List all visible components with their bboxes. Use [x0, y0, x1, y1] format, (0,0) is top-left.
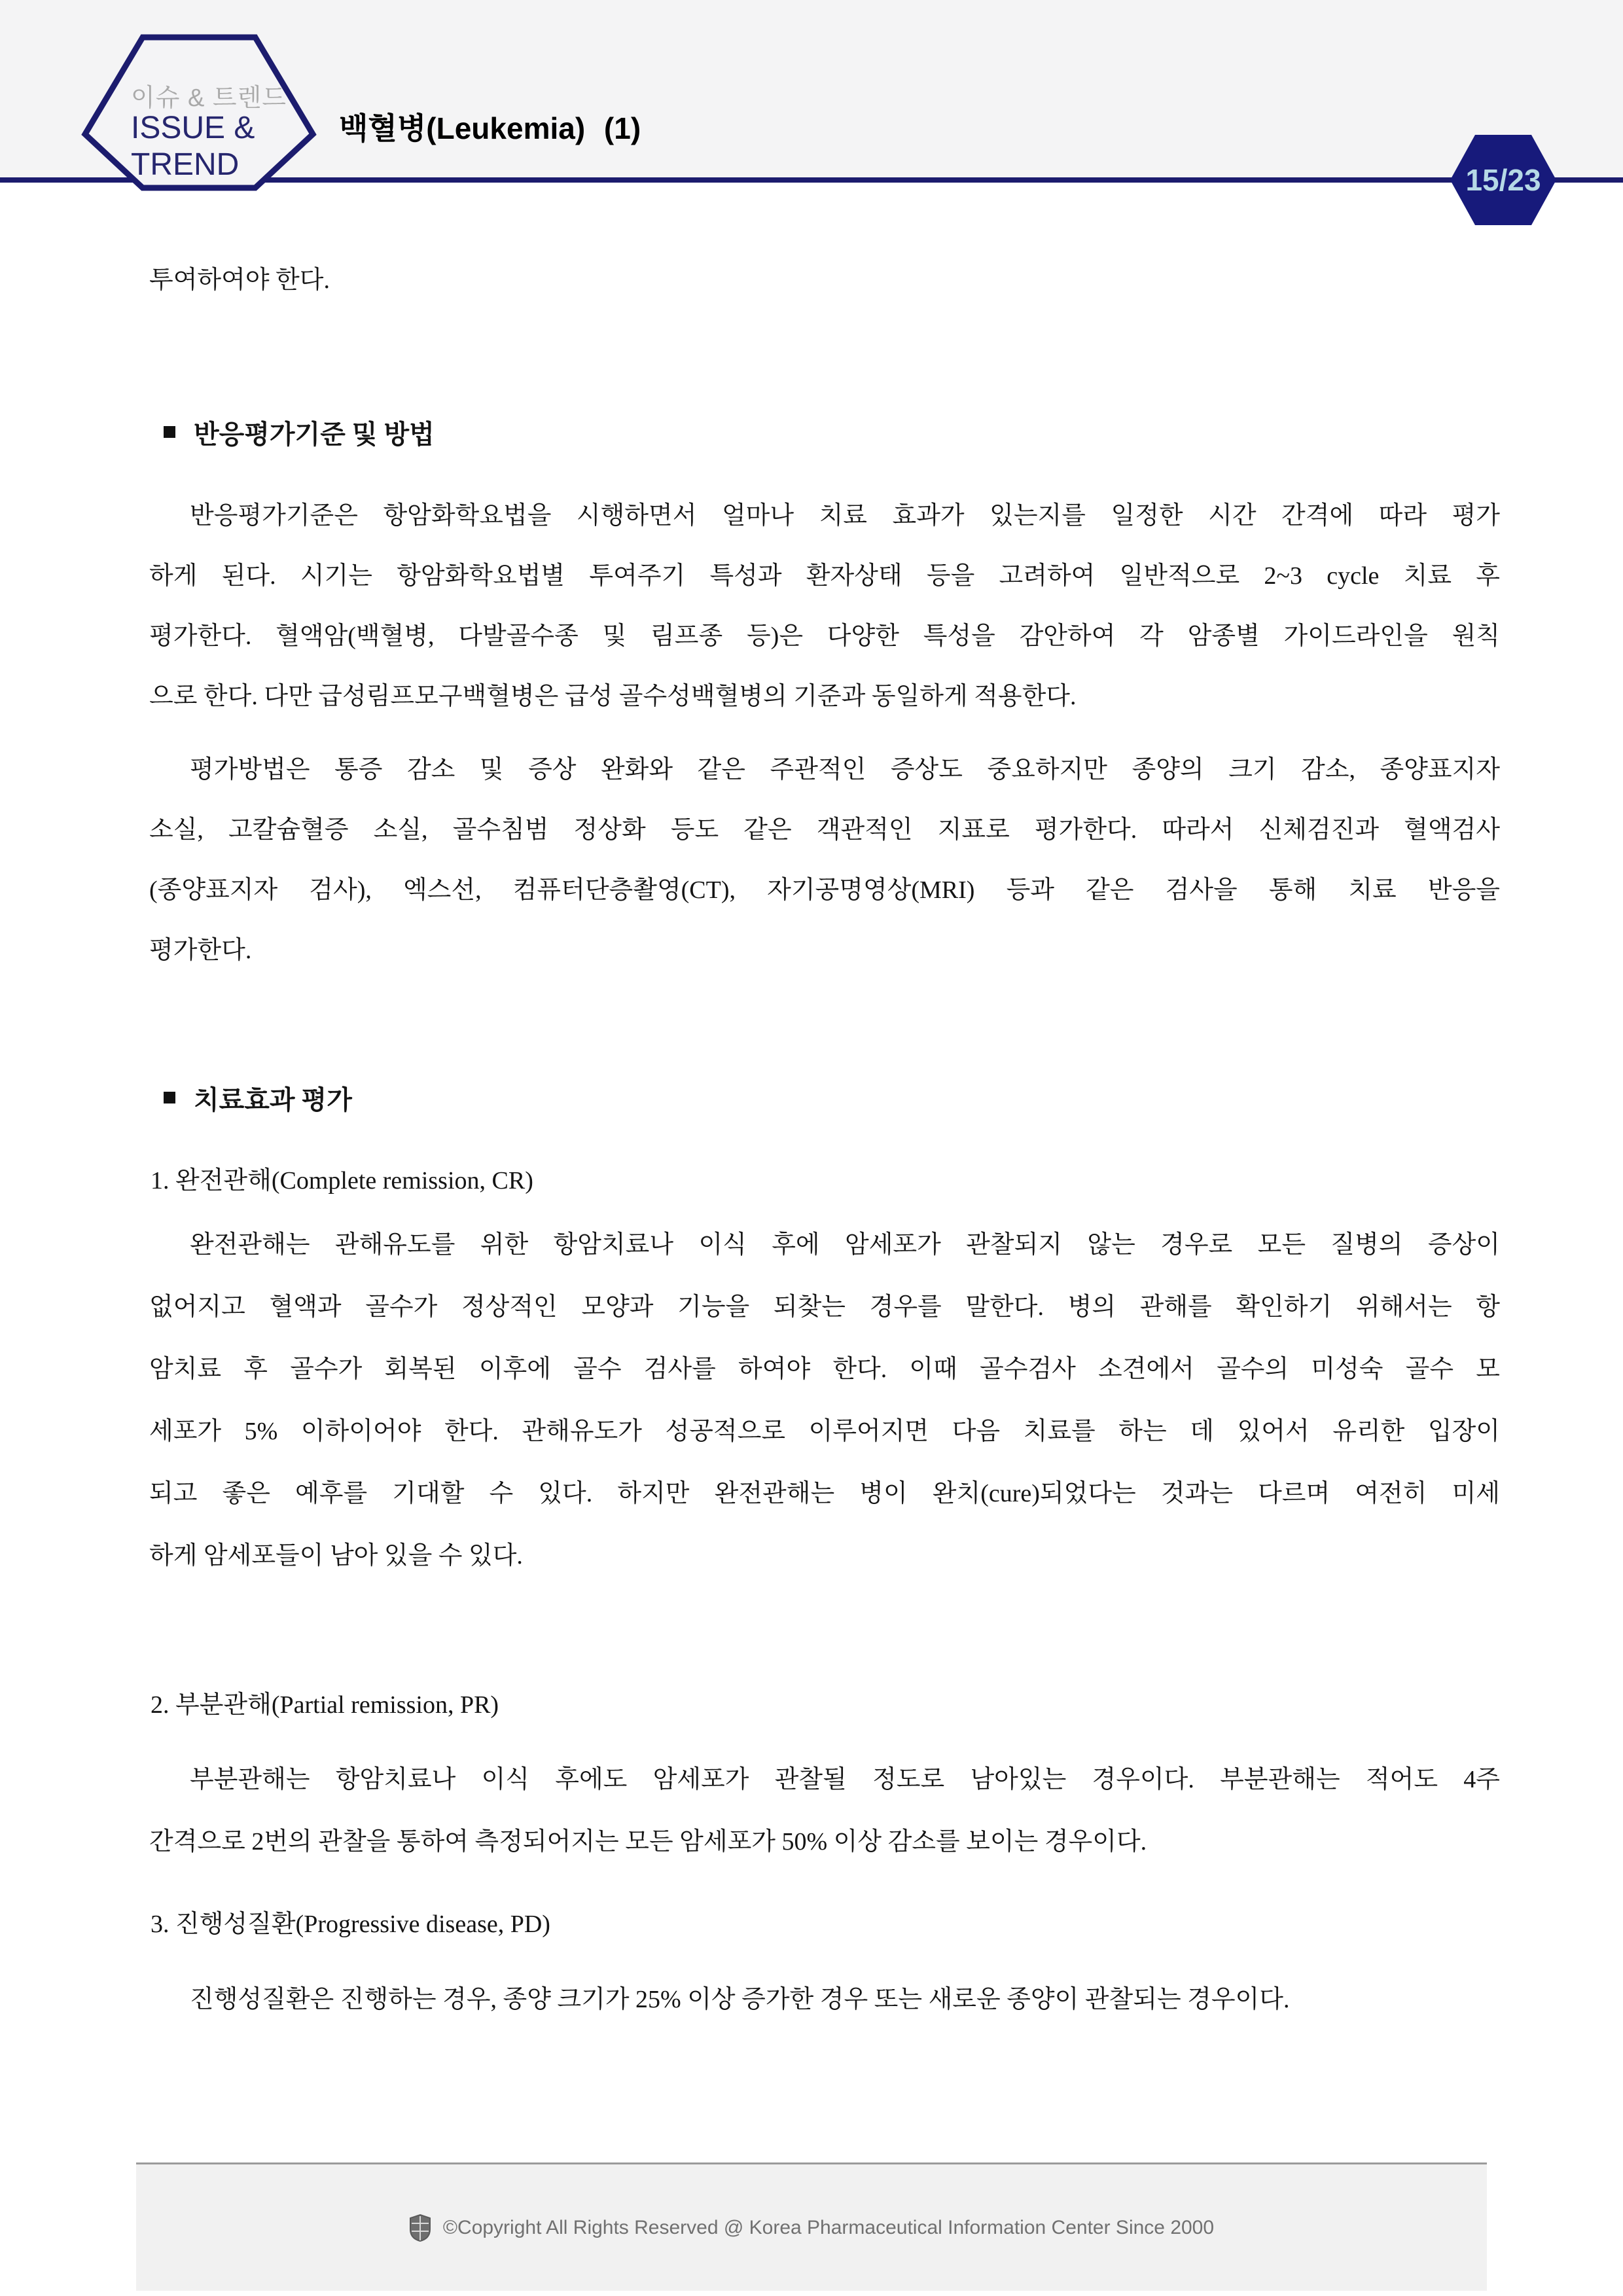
paragraph-line: 평가한다.	[149, 937, 252, 964]
page-number-text: 15/23	[1465, 163, 1541, 197]
square-bullet-icon	[164, 1092, 175, 1103]
subheading-partial-remission: 2. 부분관해(Partial remission, PR)	[151, 1691, 499, 1719]
paragraph-line: 없어지고 혈액과 골수가 정상적인 모양과 기능을 되찾는 경우를 말한다. 병의 관해를 확인하기 위해서는 항	[149, 1293, 1500, 1321]
paragraph-line: 평가방법은 통증 감소 및 증상 완화와 같은 주관적인 증상도 중요하지만 종양의 크기 감소, 종양표지자	[190, 756, 1500, 783]
subheading-progressive-disease: 3. 진행성질환(Progressive disease, PD)	[151, 1910, 550, 1938]
paragraph-line: (종양표지자 검사), 엑스선, 컴퓨터단층촬영(CT), 자기공명영상(MRI) 등과 같은 검사을 통해 치료 반응을	[149, 876, 1500, 904]
section-heading-response-criteria: 반응평가기준 및 방법	[164, 419, 435, 450]
intro-line: 투여하여야 한다.	[149, 266, 330, 294]
paragraph-line: 부분관해는 항암치료나 이식 후에도 암세포가 관찰될 정도로 남아있는 경우이다. 부분관해는 적어도 4주	[190, 1766, 1500, 1793]
body-paragraph	[149, 1749, 1500, 1873]
paragraph-line: 평가한다. 혈액암(백혈병, 다발골수종 및 림프종 등)은 다양한 특성을 감안하여 각 암종별 가이드라인을 원칙	[149, 622, 1500, 650]
paragraph-line: 되고 좋은 예후를 기대할 수 있다. 하지만 완전관해는 병이 완치(cure)되었다는 것과는 다르며 여전히 미세	[149, 1480, 1500, 1507]
page-title: 백혈병(Leukemia) (1)	[339, 111, 641, 145]
footer	[136, 2162, 1487, 2291]
body-paragraph	[149, 1214, 1500, 1587]
paragraph-line: 세포가 5% 이하이어야 한다. 관해유도가 성공적으로 이루어지면 다음 치료를 하는 데 있어서 유리한 입장이	[149, 1418, 1500, 1445]
paragraph-line: 하게 된다. 시기는 항암화학요법별 투여주기 특성과 환자상태 등을 고려하여 일반적으로 2~3 cycle 치료 후	[149, 562, 1500, 590]
subheading-complete-remission: 1. 완전관해(Complete remission, CR)	[151, 1167, 533, 1194]
paragraph-line: 완전관해는 관해유도를 위한 항암치료나 이식 후에 암세포가 관찰되지 않는 경우로 모든 질병의 증상이	[190, 1231, 1500, 1259]
logo-issue-line: ISSUE &	[131, 111, 255, 145]
section-heading-treatment-evaluation: 치료효과 평가	[164, 1085, 352, 1116]
body-paragraph	[149, 740, 1500, 980]
paragraph-line: 진행성질환은 진행하는 경우, 종양 크기가 25% 이상 증가한 경우 또는 새로운 종양이 관찰되는 경우이다.	[190, 1986, 1290, 2013]
paragraph-line: 소실, 고칼슘혈증 소실, 골수침범 정상화 등도 같은 객관적인 지표로 평가한다. 따라서 신체검진과 혈액검사	[149, 816, 1500, 844]
paragraph-line: 간격으로 2번의 관찰을 통하여 측정되어지는 모든 암세포가 50% 이상 감소를 보이는 경우이다.	[149, 1828, 1147, 1856]
square-bullet-icon	[164, 426, 175, 438]
body-paragraph	[149, 1969, 1500, 2031]
logo-korean-label: 이슈 & 트렌드	[131, 84, 287, 112]
logo-trend-line: TREND	[131, 147, 240, 182]
paragraph-line: 반응평가기준은 항암화학요법을 시행하면서 얼마나 치료 효과가 있는지를 일정한 시간 간격에 따라 평가	[190, 502, 1500, 529]
body-paragraph	[149, 486, 1500, 726]
shield-icon	[409, 2214, 431, 2242]
paragraph-line: 으로 한다. 다만 급성림프모구백혈병은 급성 골수성백혈병의 기준과 동일하게 적용한다.	[149, 683, 1077, 710]
paragraph-line: 암치료 후 골수가 회복된 이후에 골수 검사를 하여야 한다. 이때 골수검사 소견에서 골수의 미성숙 골수 모	[149, 1355, 1500, 1383]
paragraph-line: 하게 암세포들이 남아 있을 수 있다.	[149, 1542, 523, 1570]
copyright-text: ©Copyright All Rights Reserved @ Korea Pharmaceutical Information Center Since 2000	[442, 2216, 1215, 2238]
